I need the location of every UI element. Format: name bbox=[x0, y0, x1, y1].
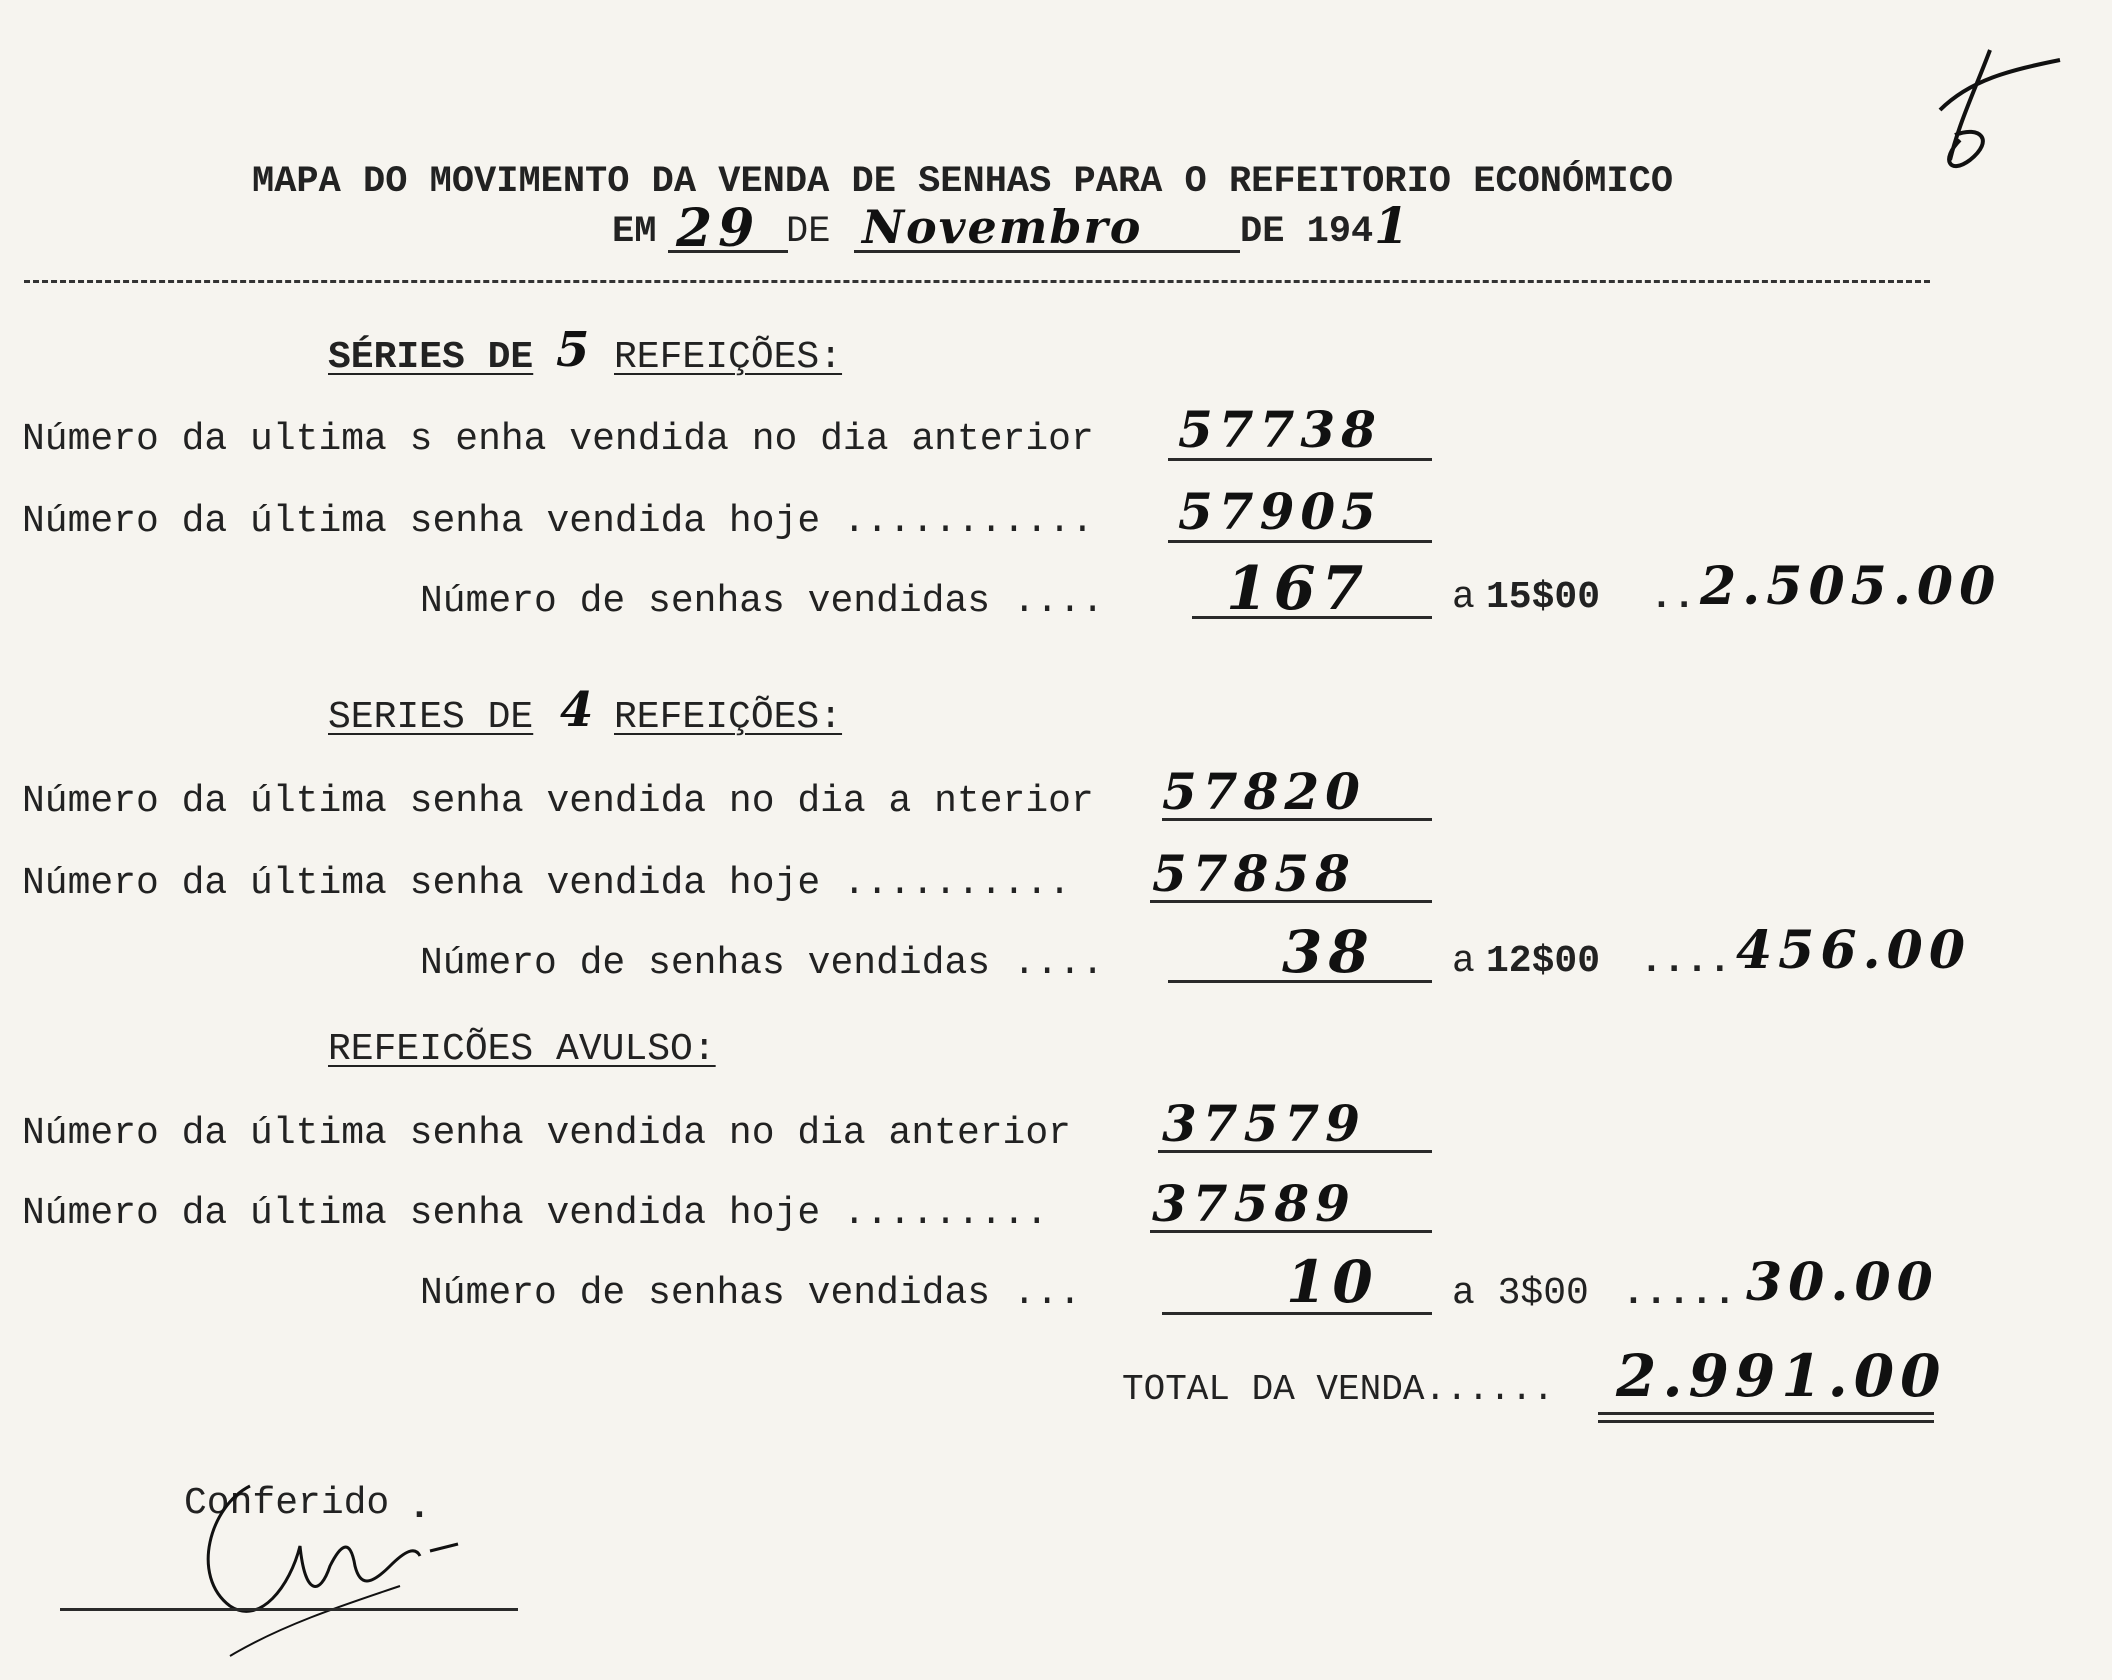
section2-amount-dots: .... bbox=[1640, 940, 1732, 983]
section2-price-prefix: a bbox=[1452, 940, 1475, 983]
initials-mark-icon bbox=[1900, 40, 2080, 190]
total-amount: 2.991.00 bbox=[1616, 1342, 1947, 1410]
em-label: EM bbox=[612, 211, 657, 253]
section2-sold-value: 38 bbox=[1282, 918, 1375, 986]
section3-today-label: Número da última senha vendida hoje ......... bbox=[22, 1192, 1049, 1235]
de-label-1: DE bbox=[786, 211, 831, 253]
section3-price-label: a 3$00 bbox=[1452, 1272, 1589, 1315]
section1-sold-label: Número de senhas vendidas .... bbox=[420, 580, 1105, 623]
section1-heading-suffix: REFEIÇÕES: bbox=[614, 336, 843, 379]
section2-heading-prefix: SERIES DE bbox=[328, 696, 534, 739]
section1-heading-prefix: SÉRIES DE bbox=[328, 336, 534, 379]
section1-today-value: 57905 bbox=[1178, 482, 1382, 541]
total-underline-2 bbox=[1598, 1420, 1934, 1423]
section3-sold-label: Número de senhas vendidas ... bbox=[420, 1272, 1082, 1315]
total-underline-1 bbox=[1598, 1412, 1934, 1415]
section3-sold-value: 10 bbox=[1286, 1248, 1379, 1316]
section1-heading-number: 5 bbox=[556, 322, 596, 378]
section3-amount-dots: ..... bbox=[1622, 1272, 1737, 1315]
section3-heading: REFEICÕES AVULSO: bbox=[328, 1028, 716, 1071]
section3-amount: 30.00 bbox=[1746, 1252, 1939, 1313]
signature-icon bbox=[190, 1446, 490, 1666]
header-separator bbox=[24, 280, 1930, 283]
section2-price-value: 12$00 bbox=[1486, 940, 1601, 983]
section2-previous-value: 57820 bbox=[1162, 762, 1366, 821]
section3-previous-value: 37579 bbox=[1162, 1094, 1366, 1153]
day-value: 29 bbox=[676, 198, 761, 259]
month-value: Novembro bbox=[862, 200, 1143, 254]
section1-previous-label: Número da ultima s enha vendida no dia anterior bbox=[22, 418, 1094, 461]
section1-previous-value: 57738 bbox=[1178, 400, 1382, 459]
section1-amount: 2.505.00 bbox=[1700, 556, 2002, 617]
section1-today-label: Número da última senha vendida hoje ........... bbox=[22, 500, 1094, 543]
section1-sold-value: 167 bbox=[1226, 554, 1370, 624]
section1-amount-dots: .. bbox=[1650, 576, 1696, 619]
section2-today-label: Número da última senha vendida hoje .......... bbox=[22, 862, 1071, 905]
section3-previous-label: Número da última senha vendida no dia anterior bbox=[22, 1112, 1071, 1155]
section2-amount: 456.00 bbox=[1736, 920, 1972, 981]
section1-price-prefix: a bbox=[1452, 576, 1475, 619]
de-year-label: DE 194 bbox=[1240, 211, 1374, 253]
document-title: MAPA DO MOVIMENTO DA VENDA DE SENHAS PARA O REFEITORIO ECONÓMICO bbox=[252, 161, 1674, 203]
section2-heading-suffix: REFEIÇÕES: bbox=[614, 696, 843, 739]
signature-line bbox=[60, 1608, 518, 1611]
conferido-label: Conferido bbox=[184, 1482, 390, 1525]
section1-price-value: 15$00 bbox=[1486, 576, 1601, 619]
section2-today-value: 57858 bbox=[1152, 844, 1356, 903]
section2-heading-number: 4 bbox=[560, 682, 600, 738]
section2-sold-label: Número de senhas vendidas .... bbox=[420, 942, 1105, 985]
section2-previous-label: Número da última senha vendida no dia a nterior bbox=[22, 780, 1094, 823]
year-digit: 1 bbox=[1374, 196, 1415, 255]
section3-today-value: 37589 bbox=[1152, 1174, 1356, 1233]
total-label: TOTAL DA VENDA...... bbox=[1122, 1369, 1555, 1410]
conferido-punct: . bbox=[408, 1486, 431, 1529]
